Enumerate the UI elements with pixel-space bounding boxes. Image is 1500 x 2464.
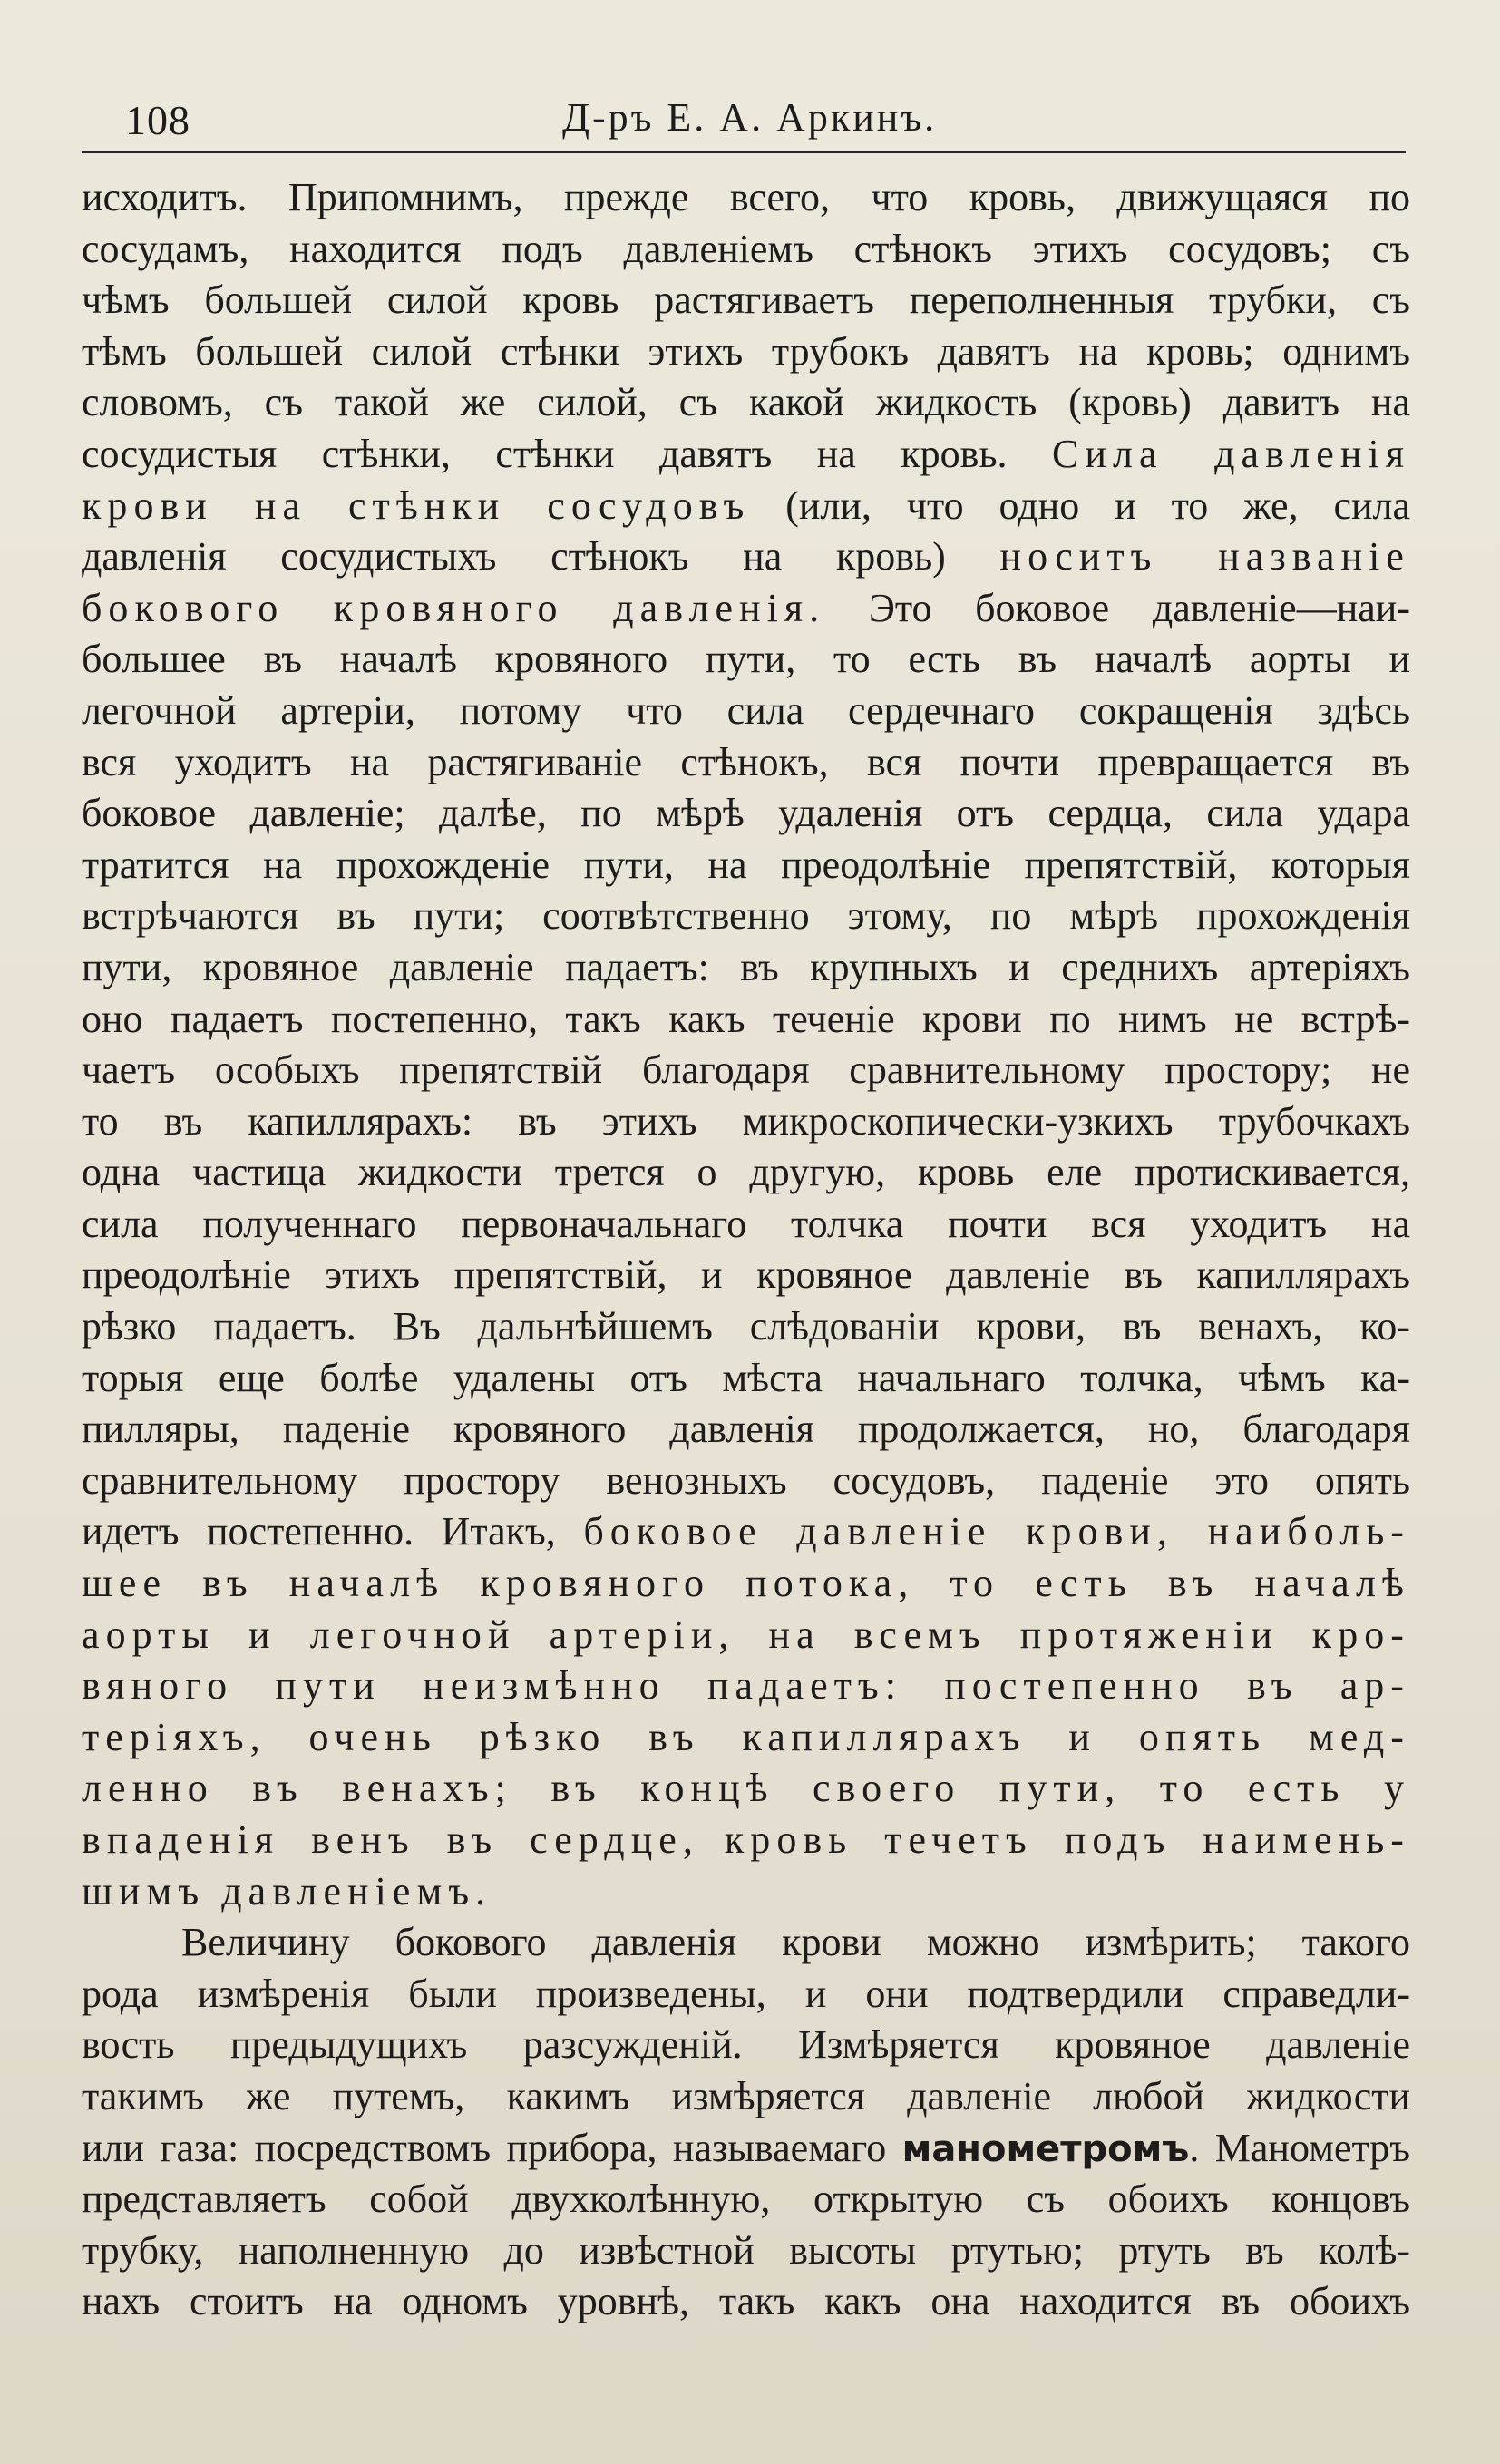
text-line: теріяхъ, очень рѣзко въ капиллярахъ и опять мед- [82,1714,1410,1759]
text-line: тратится на прохожденіе пути, на преодолѣніе препятствій, которыя [82,842,1410,887]
text-line: исходитъ. Припомнимъ, прежде всего, что кровь, движущаяся по [82,175,1410,219]
spaced-emphasis: Сила давленія [1052,431,1410,476]
text-line [82,481,1410,532]
spaced-emphasis: впаденія венъ въ сердце, [82,1817,699,1862]
spaced-emphasis: носитъ названіе [999,534,1410,579]
text-line [82,583,1410,635]
body-text [82,172,1410,2328]
text-line: одна частица жидкости трется о другую, кровь еле протискивается, [82,1150,1410,1195]
text-line: встрѣчаются въ пути; соотвѣтственно этому, по мѣрѣ прохожденія [82,893,1410,939]
page-header [82,89,1406,152]
text-line: большее въ началѣ кровяного пути, то есть въ началѣ аорты и [82,637,1410,682]
text-line [82,1506,1410,1558]
text-segment: идетъ постепенно. Итакъ, [82,1509,556,1554]
text-line: такимъ же путемъ, какимъ измѣряется давленіе любой жидкости [82,2073,1410,2118]
text-line: торыя еще болѣе удалены отъ мѣста начальнаго толчка, чѣмъ ка- [82,1355,1410,1400]
text-line: аорты и легочной артеріи, на всемъ протяженіи кро- [82,1612,1410,1657]
text-line [82,1815,1410,1866]
text-line: шее въ началѣ кровяного потока, то есть въ началѣ [82,1561,1410,1606]
text-line: трубку, наполненную до извѣстной высоты ртутью; ртуть въ колѣ- [82,2227,1410,2273]
text-line: рѣзко падаетъ. Въ дальнѣйшемъ слѣдованіи крови, въ венахъ, ко- [82,1304,1410,1349]
text-segment: Это боковое давленіе—наи- [868,585,1410,630]
text-segment: сосудистыя стѣнки, стѣнки давятъ на кровь. [82,431,1008,476]
spaced-emphasis: бокового кровяного давленія. [82,585,826,630]
text-line: сила полученнаго первоначальнаго толчка почти вся уходитъ на [82,1201,1410,1246]
text-line: то въ капиллярахъ: въ этихъ микроскопически-узкихъ трубочкахъ [82,1098,1410,1144]
text-line: нахъ стоитъ на одномъ уровнѣ, такъ какъ она находится въ обоихъ [82,2279,1410,2324]
text-line: вость предыдущихъ разсужденій. Измѣряется кровяное давленіе [82,2022,1410,2068]
spaced-emphasis: кровь течетъ подъ наимень- [724,1817,1410,1862]
text-line: пути, кровяное давленіе падаетъ: въ крупныхъ и среднихъ артеріяхъ [82,944,1410,989]
text-line: легочной артеріи, потому что сила сердечнаго сокращенія здѣсь [82,687,1410,733]
text-line: сравнительному простору венозныхъ сосудовъ, паденіе это опять [82,1457,1410,1503]
text-line: представляетъ собой двухколѣнную, открытую съ обоихъ концовъ [82,2177,1410,2222]
text-line: чаетъ особыхъ препятствій благодаря сравнительному простору; не [82,1047,1410,1093]
text-line [82,531,1410,583]
text-line: оно падаетъ постепенно, такъ какъ теченіе крови по нимъ не встрѣ- [82,996,1410,1041]
text-line: словомъ, съ такой же силой, съ какой жидкость (кровь) давитъ на [82,380,1410,425]
bold-term: манометромъ [901,2128,1190,2170]
text-segment: . Манометръ [1189,2125,1410,2170]
text-line: боковое давленіе; далѣе, по мѣрѣ удаленія отъ сердца, сила удара [82,791,1410,836]
text-line: преодолѣніе этихъ препятствій, и кровяное давленіе въ капиллярахъ [82,1252,1410,1298]
text-line: вяного пути неизмѣнно падаетъ: постепенно въ ар- [82,1663,1410,1709]
text-line: вся уходитъ на растягиваніе стѣнокъ, вся почти превращается въ [82,739,1410,784]
text-line: пилляры, паденіе кровяного давленія продолжается, но, благодаря [82,1407,1410,1452]
text-line [82,429,1410,481]
text-segment: (или, что одно и то же, сила [785,482,1411,528]
page-number: 108 [125,97,190,143]
text-segment: или газа: посредствомъ прибора, называемаго [82,2125,887,2170]
running-head: Д-ръ Е. А. Аркинъ. [562,95,938,140]
text-line: сосудамъ, находится подъ давленіемъ стѣнокъ этихъ сосудовъ; съ [82,226,1410,271]
text-line: тѣмъ большей силой стѣнки этихъ трубокъ давятъ на кровь; однимъ [82,328,1410,374]
text-line [82,2123,1410,2175]
text-segment: давленія сосудистыхъ стѣнокъ на кровь) [82,534,946,579]
paragraph-first-line: Величину бокового давленія крови можно измѣрить; такого [181,1920,1410,1965]
text-line: рода измѣренія были произведены, и они подтвердили справедли- [82,1971,1410,2016]
text-line: ленно въ венахъ; въ концѣ своего пути, то есть у [82,1766,1410,1811]
text-line: шимъ давленіемъ. [82,1868,492,1914]
spaced-emphasis: боковое давленіе крови, наиболь- [583,1509,1410,1554]
spaced-emphasis: крови на стѣнки сосудовъ [82,482,751,528]
text-line: чѣмъ большей силой кровь растягиваетъ переполненныя трубки, съ [82,278,1410,323]
header-rule [82,151,1406,153]
